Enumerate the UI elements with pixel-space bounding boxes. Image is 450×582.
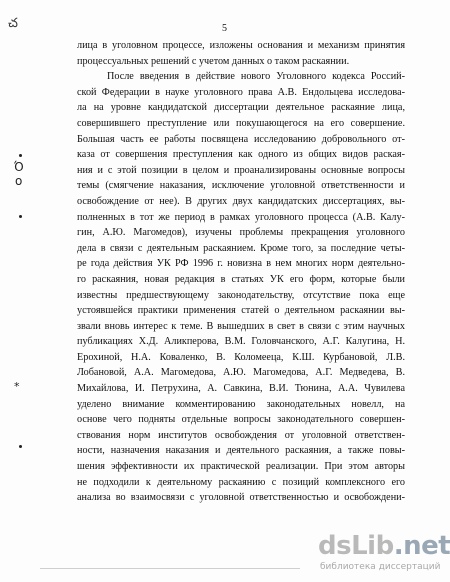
- text-line: основе чего подняты отдельные вопросы законодательного совершен-: [77, 414, 405, 426]
- text-line: полненных в тот же период в рамках уголовного процесса (А.В. Калу-: [77, 211, 405, 223]
- text-line: освобождение от нее). В других двух кандидатских диссертациях, вы-: [77, 195, 405, 207]
- text-line: го раскаяния, новая редакция в статьях УК его форм, которые были: [77, 273, 405, 285]
- text-line: темы (смягчение наказания, исключение уголовной ответственности и: [77, 180, 405, 192]
- text-line: каза от совершения преступления как одного из общих видов раская-: [77, 149, 405, 161]
- text-line: После введения в действие нового Уголовного кодекса Россий-: [107, 71, 405, 83]
- watermark-logo-suffix: .net: [393, 531, 450, 561]
- text-line: процессуальных решений с учетом данных о таком раскаянии.: [77, 55, 350, 67]
- text-line: не подходили к деятельному раскаянию с позиций комплексного его: [77, 476, 405, 488]
- margin-mark: Ό: [14, 160, 24, 174]
- text-line: Большая часть ее работы посвящена исследованию добровольного от-: [77, 133, 405, 145]
- text-line: ствования норм институтов освобождения от уголовной ответствен-: [77, 429, 405, 441]
- text-line: ности, назначения наказания и деятельного раскаяния, а также повы-: [77, 445, 405, 457]
- page-number: 5: [222, 23, 227, 34]
- text-line: звали вновь интерес к теме. В вышедших в свет в связи с этим научных: [77, 320, 405, 332]
- text-line: Лобановой, А.А. Магомедова, А.Ю. Магомедова, А.Г. Медведева, В.: [77, 367, 405, 379]
- text-line: устоявшейся практики применения статей о деятельном раскаянии вы-: [77, 305, 405, 317]
- margin-mark: о: [15, 174, 23, 188]
- text-line: Ерохиной, Н.А. Коваленко, В. Коломееца, К.Ш. Курбановой, Л.В.: [77, 351, 405, 363]
- text-line: совершившего преступление или покушающегося на его совершение.: [77, 117, 405, 129]
- text-line: публикациях Х.Д. Аликперова, В.М. Головчанского, А.Г. Калугина, Н.: [77, 336, 405, 348]
- margin-dot: [19, 215, 22, 218]
- margin-dot: [19, 445, 22, 448]
- margin-dot: [19, 154, 22, 157]
- text-line: ния и с этой позиции в целом и проанализированы основные вопросы: [77, 164, 405, 176]
- text-line: анализа во взаимосвязи с уголовной ответственностью и освобождени-: [77, 492, 405, 504]
- text-line: шения эффективности их практической реализации. При этом авторы: [77, 461, 405, 473]
- watermark-logo: [318, 531, 450, 561]
- text-line: известны предшествующему законодательству, отсутствие пока еще: [77, 289, 405, 301]
- body-text: [77, 38, 405, 506]
- text-line: дела в связи с деятельным раскаянием. Кроме того, за последние четы-: [77, 242, 405, 254]
- dslib-watermark[interactable]: [318, 531, 450, 575]
- scan-edge-line: [40, 568, 300, 569]
- text-line: уделено внимание комментированию законодательных новелл, на: [77, 398, 405, 410]
- margin-mark: *: [14, 380, 20, 393]
- text-line: лица в уголовном процессе, изложены основания и механизм принятия: [77, 40, 405, 51]
- text-line: ла на уровне кандидатской диссертации деятельное раскаяние лица,: [77, 102, 405, 114]
- watermark-logo-prefix: dsLib: [318, 531, 394, 561]
- text-line: гин, А.Ю. Магомедов), изучены проблемы прекращения уголовного: [77, 227, 405, 239]
- scan-mark: చ: [8, 16, 18, 31]
- text-line: ской Федерации в науке уголовного права А.В. Ендольцева исследова-: [77, 86, 405, 98]
- text-line: ре года действия УК РФ 1996 г. новизна в нем многих норм деятельно-: [77, 258, 405, 270]
- watermark-subtitle: библиотека диссертаций: [320, 562, 441, 572]
- text-line: Михайлова, И. Петрухина, А. Савкина, В.И. Тюнина, А.А. Чувилева: [77, 383, 405, 395]
